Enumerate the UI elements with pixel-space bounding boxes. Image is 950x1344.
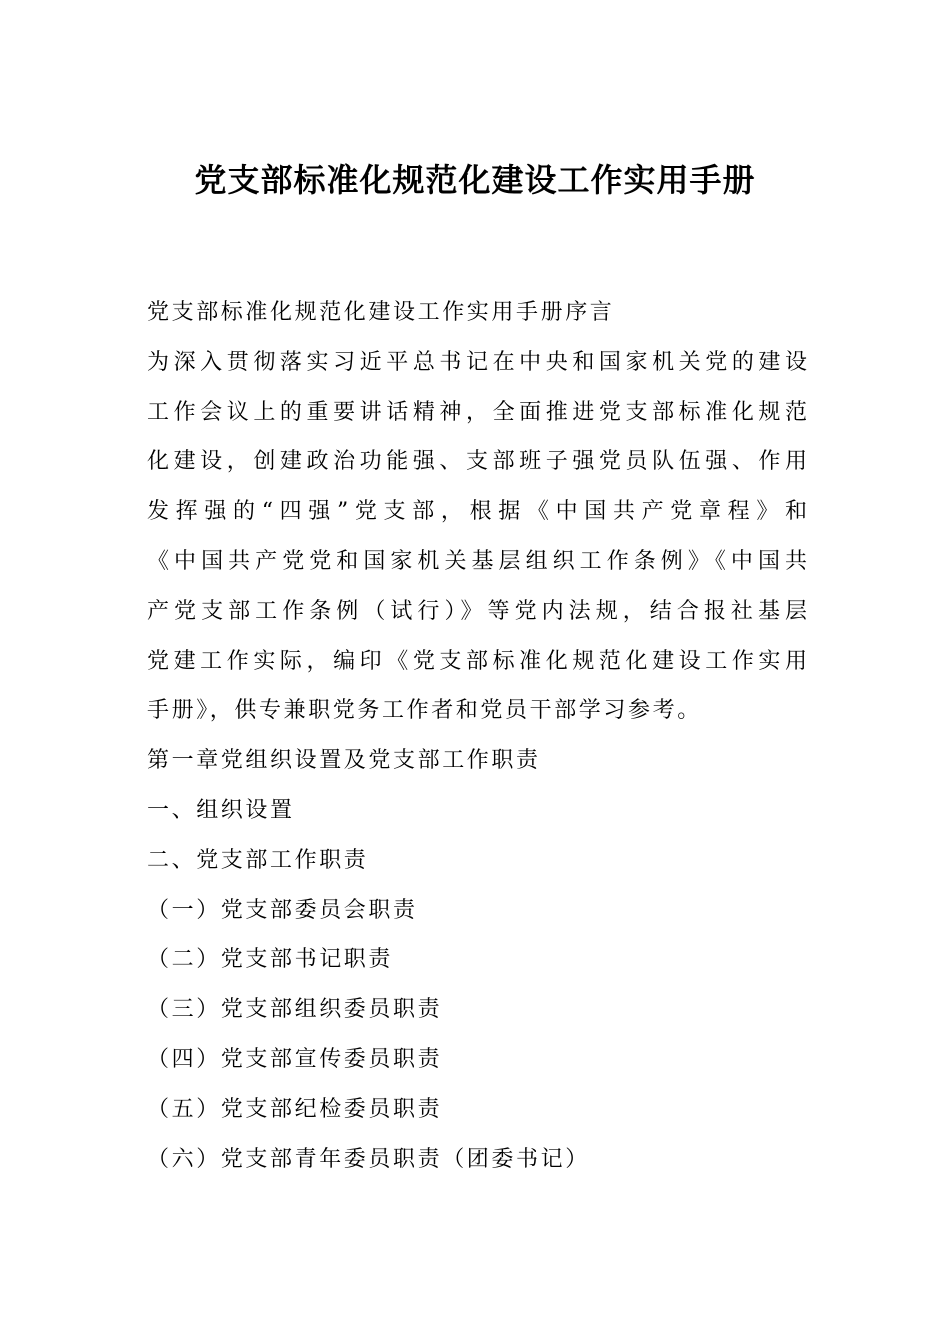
list-item: （一）党支部委员会职责 <box>147 897 418 923</box>
document-title: 党支部标准化规范化建设工作实用手册 <box>194 161 756 199</box>
chapter-heading: 第一章党组织设置及党支部工作职责 <box>147 748 541 774</box>
document-body <box>147 288 807 1184</box>
paragraph-line: 手册》，供专兼职党务工作者和党员干部学习参考。 <box>147 698 702 724</box>
list-item: （三）党支部组织委员职责 <box>147 997 443 1023</box>
paragraph-line: 化建设，创建政治功能强、支部班子强党员队伍强、作用 <box>147 449 807 475</box>
preface-heading: 党支部标准化规范化建设工作实用手册序言 <box>147 300 615 325</box>
paragraph-line: 产党支部工作条例（试行）》等党内法规，结合报社基层 <box>147 598 807 624</box>
paragraph-line: 党建工作实际，编印《党支部标准化规范化建设工作实用 <box>147 648 807 674</box>
list-item: （四）党支部宣传委员职责 <box>147 1046 443 1072</box>
list-item: （二）党支部书记职责 <box>147 947 394 973</box>
list-item: （五）党支部纪检委员职责 <box>147 1096 443 1122</box>
paragraph-line: 工作会议上的重要讲话精神，全面推进党支部标准化规范 <box>147 399 807 425</box>
paragraph-line: 为深入贯彻落实习近平总书记在中央和国家机关党的建设 <box>147 349 807 375</box>
section-heading: 二、党支部工作职责 <box>147 847 369 873</box>
list-item: （六）党支部青年委员职责（团委书记） <box>147 1146 590 1172</box>
section-heading: 一、组织设置 <box>147 797 295 823</box>
paragraph-line: 《中国共产党党和国家机关基层组织工作条例》《中国共 <box>147 548 807 574</box>
paragraph-line: 发挥强的“四强”党支部，根据《中国共产党章程》和 <box>147 499 807 525</box>
